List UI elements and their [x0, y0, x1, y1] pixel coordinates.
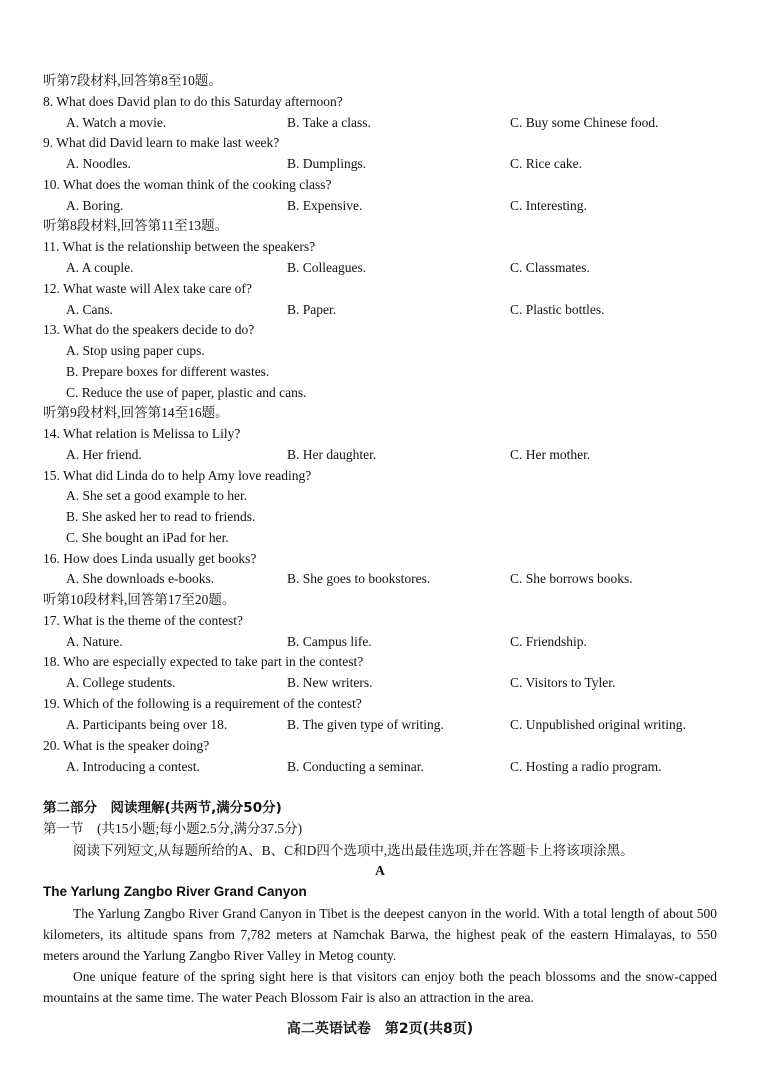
question-stem: 18. Who are especially expected to take part in the contest? [43, 654, 364, 669]
option-c: C. She borrows books. [510, 571, 633, 586]
question-stem: 11. What is the relationship between the speakers? [43, 239, 316, 254]
question-12-options [0, 300, 760, 320]
question-stem: 20. What is the speaker doing? [43, 738, 210, 753]
question-18-options [0, 673, 760, 693]
option-b: B. The given type of writing. [287, 717, 444, 732]
question-15-option-a: A. She set a good example to her. [66, 488, 248, 503]
passage-title: The Yarlung Zangbo River Grand Canyon [43, 884, 307, 899]
option-b: B. New writers. [287, 675, 373, 690]
question-20 [0, 736, 760, 756]
question-stem: 9. What did David learn to make last week? [43, 135, 280, 150]
option-a: A. A couple. [66, 260, 134, 275]
section1-heading: 第一节 (共15小题;每小题2.5分,满分37.5分) [43, 821, 303, 836]
question-17-options [0, 632, 760, 652]
page-footer: 高二英语试卷 第2页(共8页) [286, 1021, 474, 1037]
passage-letter: A [375, 863, 385, 878]
option-c: C. Unpublished original writing. [510, 717, 686, 732]
section-instruction-9: 听第9段材料,回答第14至16题。 [43, 405, 229, 420]
question-stem: 15. What did Linda do to help Amy love reading? [43, 468, 312, 483]
option-a: A. Her friend. [66, 447, 142, 462]
reading-instruction: 阅读下列短文,从每题所给的A、B、C和D四个选项中,选出最佳选项,并在答题卡上将该项涂黑。 [73, 843, 634, 858]
question-19 [0, 694, 760, 714]
paragraph-2: One unique feature of the spring sight here is that visitors can enjoy both the peach blossoms and the snow-capped mountains at the same time. The water Peach Blossom Fair is also an attraction in the area. [43, 969, 717, 1005]
section-instruction-10: 听第10段材料,回答第17至20题。 [43, 592, 236, 607]
option-b: B. Take a class. [287, 115, 371, 130]
option-c: C. Rice cake. [510, 156, 582, 171]
option-a: A. She downloads e-books. [66, 571, 215, 586]
question-9-options [0, 154, 760, 174]
question-stem: 16. How does Linda usually get books? [43, 551, 257, 566]
option-b: B. Campus life. [287, 634, 372, 649]
question-stem: 12. What waste will Alex take care of? [43, 281, 252, 296]
option-a: A. Boring. [66, 198, 124, 213]
question-15 [0, 466, 760, 486]
passage-body [43, 903, 717, 1008]
question-15-option-b: B. She asked her to read to friends. [66, 509, 256, 524]
option-a: A. Nature. [66, 634, 123, 649]
question-15-option-c: C. She bought an iPad for her. [66, 530, 229, 545]
option-a: A. Noodles. [66, 156, 131, 171]
option-b: B. She goes to bookstores. [287, 571, 431, 586]
question-14-options [0, 445, 760, 465]
section-instruction-7: 听第7段材料,回答第8至10题。 [43, 73, 222, 88]
question-stem: 10. What does the woman think of the cooking class? [43, 177, 332, 192]
option-a: A. College students. [66, 675, 176, 690]
question-11 [0, 237, 760, 257]
option-b: B. Paper. [287, 302, 337, 317]
part2-heading: 第二部分 阅读理解(共两节,满分50分) [43, 800, 282, 816]
question-19-options [0, 715, 760, 735]
question-16-options [0, 569, 760, 589]
option-b: B. Her daughter. [287, 447, 377, 462]
option-a: A. Cans. [66, 302, 113, 317]
option-b: B. Expensive. [287, 198, 363, 213]
question-8 [0, 92, 760, 112]
option-c: C. Classmates. [510, 260, 590, 275]
option-b: B. Conducting a seminar. [287, 759, 424, 774]
option-c: C. Buy some Chinese food. [510, 115, 659, 130]
question-13-option-b: B. Prepare boxes for different wastes. [66, 364, 270, 379]
question-20-options [0, 757, 760, 777]
option-a: A. Participants being over 18. [66, 717, 228, 732]
option-a: A. Watch a movie. [66, 115, 167, 130]
option-c: C. Visitors to Tyler. [510, 675, 616, 690]
section-instruction-8: 听第8段材料,回答第11至13题。 [43, 218, 229, 233]
question-13 [0, 320, 760, 340]
question-8-options [0, 113, 760, 133]
question-stem: 13. What do the speakers decide to do? [43, 322, 255, 337]
option-c: C. Interesting. [510, 198, 587, 213]
option-c: C. Plastic bottles. [510, 302, 605, 317]
question-12 [0, 279, 760, 299]
question-stem: 14. What relation is Melissa to Lily? [43, 426, 241, 441]
question-9 [0, 133, 760, 153]
option-a: A. Introducing a contest. [66, 759, 200, 774]
option-c: C. Her mother. [510, 447, 591, 462]
question-stem: 8. What does David plan to do this Saturday afternoon? [43, 94, 343, 109]
question-18 [0, 652, 760, 672]
question-11-options [0, 258, 760, 278]
question-13-option-c: C. Reduce the use of paper, plastic and cans. [66, 385, 307, 400]
question-stem: 19. Which of the following is a requirement of the contest? [43, 696, 362, 711]
question-stem: 17. What is the theme of the contest? [43, 613, 243, 628]
option-c: C. Hosting a radio program. [510, 759, 662, 774]
option-b: B. Dumplings. [287, 156, 367, 171]
question-13-option-a: A. Stop using paper cups. [66, 343, 205, 358]
question-10 [0, 175, 760, 195]
paragraph-1: The Yarlung Zangbo River Grand Canyon in Tibet is the deepest canyon in the world. With a total length of about 500 kilometers, its altitude spans from 7,782 meters at Namchak Barwa, the highest peak of the eastern Himalayas, to 550 meters around the Yarlung Zangbo River Valley in Metog county. [43, 906, 717, 963]
option-b: B. Colleagues. [287, 260, 367, 275]
question-16 [0, 549, 760, 569]
question-10-options [0, 196, 760, 216]
question-14 [0, 424, 760, 444]
question-17 [0, 611, 760, 631]
option-c: C. Friendship. [510, 634, 587, 649]
